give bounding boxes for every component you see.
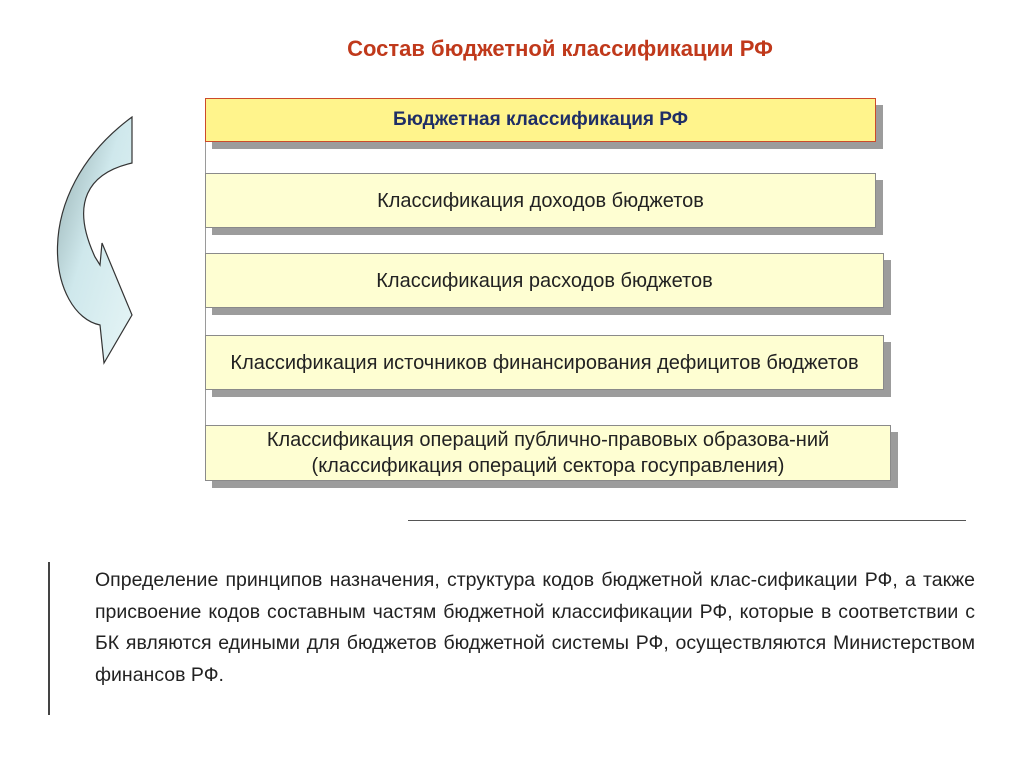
definition-paragraph: Определение принципов назначения, структура кодов бюджетной клас-сификации РФ, а также присвоение кодов составным частям бюджетной классификации РФ, которые в соответствии с БК являются едиными для бюджетов бюджетной системы РФ, осуществляются Министерством финансов РФ. — [95, 569, 975, 686]
classification-header-box — [205, 98, 876, 142]
item-box-revenue — [205, 173, 876, 228]
item-box-expenditure — [205, 253, 884, 308]
item-label: Классификация расходов бюджетов — [376, 269, 713, 292]
item-label: Классификация доходов бюджетов — [377, 189, 704, 212]
item-box-deficit-sources — [205, 335, 884, 390]
paragraph-side-bar — [48, 562, 50, 715]
item-box-public-operations — [205, 425, 891, 481]
item-label: Классификация источников финансирования дефицитов бюджетов — [230, 351, 859, 374]
classification-header-label: Бюджетная классификация РФ — [393, 109, 688, 130]
slide-title: Состав бюджетной классификации РФ — [347, 36, 773, 61]
divider-line — [408, 520, 966, 521]
curved-arrow-icon — [40, 115, 140, 365]
item-label: Классификация операций публично-правовых образова-ний (классификация операций сектора госуправления) — [266, 429, 830, 477]
